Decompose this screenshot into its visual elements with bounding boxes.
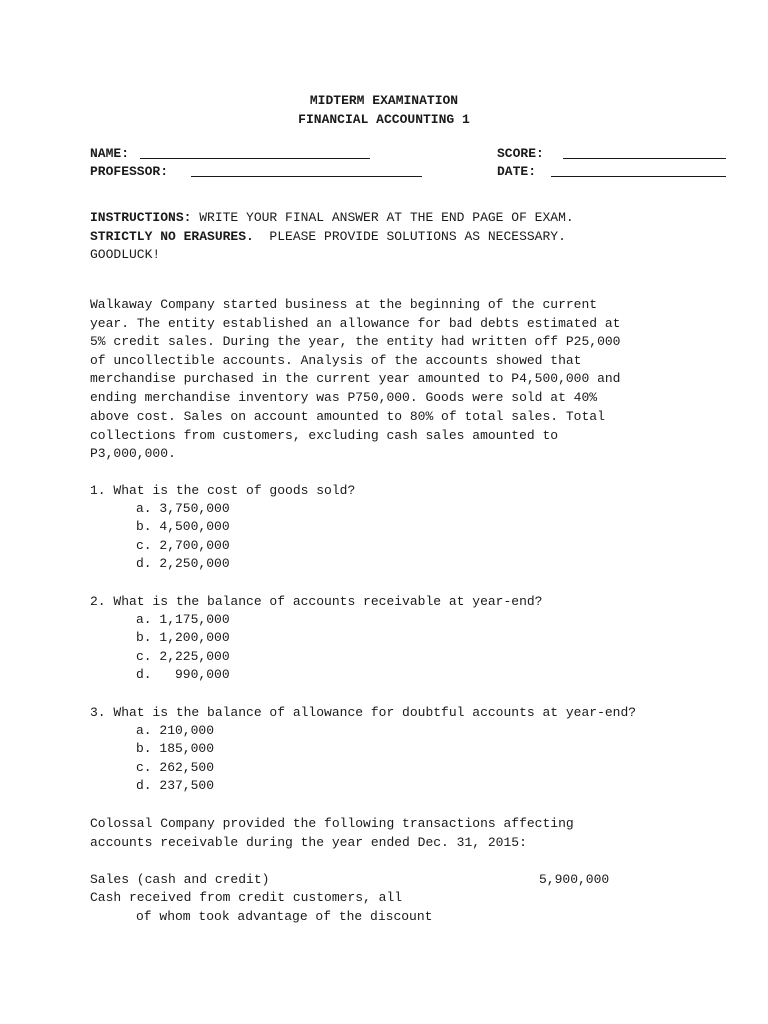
no-erasures-text: STRICTLY NO ERASURES. [90,229,254,244]
question-2-option-d: d. 990,000 [136,667,230,682]
instructions-line-2 [90,228,566,246]
problem-1-line: P3,000,000. [90,446,176,461]
professor-field[interactable] [191,176,422,177]
problem-1-line: Walkaway Company started business at the beginning of the current [90,297,598,312]
professor-label: PROFESSOR: [90,164,169,179]
problem-1-line: collections from customers, excluding cash sales amounted to [90,428,559,443]
problem-2-intro: Colossal Company provided the following transactions affecting [90,816,574,831]
cash-received-continuation: of whom took advantage of the discount [136,909,433,924]
problem-1-line: of uncollectible accounts. Analysis of the accounts showed that [90,353,582,368]
problem-1-line: merchandise purchased in the current year amounted to P4,500,000 and [90,371,621,386]
sales-label: Sales (cash and credit) [90,872,270,887]
question-1-option-b: b. 4,500,000 [136,519,230,534]
question-2-option-a: a. 1,175,000 [136,612,230,627]
question-2-option-b: b. 1,200,000 [136,630,230,645]
date-label: DATE: [497,164,537,179]
problem-1-line: ending merchandise inventory was P750,000. Goods were sold at 40% [90,390,598,405]
question-3-option-d: d. 237,500 [136,778,215,793]
score-label: SCORE: [497,146,544,161]
goodluck-text: GOODLUCK! [90,247,161,262]
instructions-label: INSTRUCTIONS: [90,210,192,225]
question-3-option-b: b. 185,000 [136,741,215,756]
instructions-line-1 [90,209,574,227]
sales-value: 5,900,000 [539,872,610,887]
question-3: 3. What is the balance of allowance for doubtful accounts at year-end? [90,705,637,720]
exam-title: MIDTERM EXAMINATION [309,93,459,108]
question-1: 1. What is the cost of goods sold? [90,483,356,498]
instructions-text-1: WRITE YOUR FINAL ANSWER AT THE END PAGE OF EXAM. [191,210,574,225]
problem-1-line: above cost. Sales on account amounted to 80% of total sales. Total [90,409,605,424]
problem-2-intro: accounts receivable during the year ended Dec. 31, 2015: [90,835,527,850]
score-field[interactable] [563,158,726,159]
name-field[interactable] [140,158,370,159]
problem-1-line: year. The entity established an allowance for bad debts estimated at [90,316,621,331]
question-2-option-c: c. 2,225,000 [136,649,230,664]
question-1-option-a: a. 3,750,000 [136,501,230,516]
instructions-text-2: PLEASE PROVIDE SOLUTIONS AS NECESSARY. [253,229,566,244]
question-3-option-c: c. 262,500 [136,760,215,775]
cash-received-label: Cash received from credit customers, all [90,890,403,905]
problem-1-line: 5% credit sales. During the year, the entity had written off P25,000 [90,334,621,349]
question-1-option-c: c. 2,700,000 [136,538,230,553]
question-2: 2. What is the balance of accounts receivable at year-end? [90,594,543,609]
question-1-option-d: d. 2,250,000 [136,556,230,571]
name-label: NAME: [90,146,130,161]
date-field[interactable] [551,176,726,177]
exam-subtitle: FINANCIAL ACCOUNTING 1 [298,112,470,127]
question-3-option-a: a. 210,000 [136,723,215,738]
